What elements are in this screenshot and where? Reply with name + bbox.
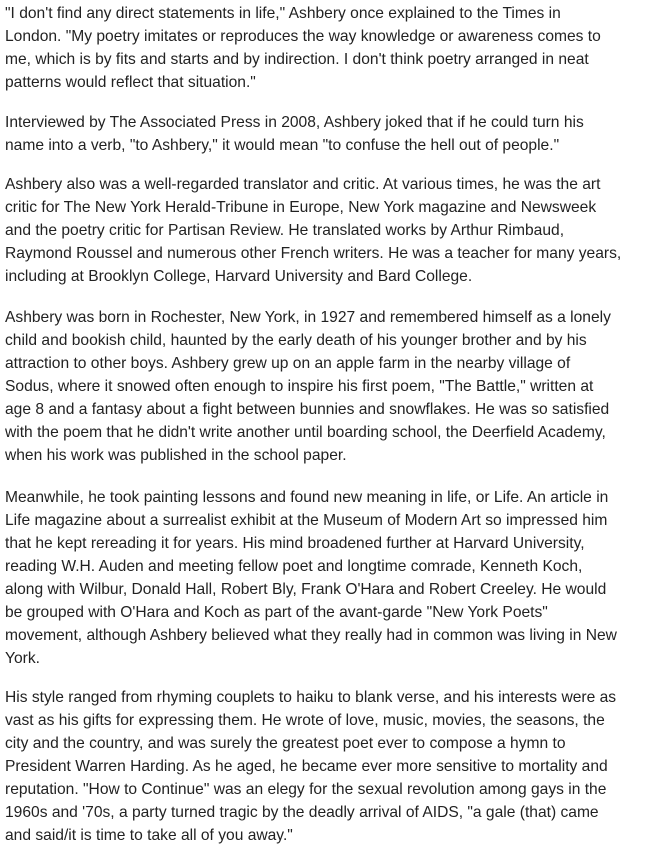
text-line: Life magazine about a surrealist exhibit at the Museum of Modern Art so impressed him: [5, 512, 608, 529]
text-line: Raymond Roussel and numerous other French writers. He was a teacher for many years,: [5, 245, 622, 262]
text-line: vast as his gifts for expressing them. He wrote of love, music, movies, the seasons, the: [5, 712, 605, 729]
text-line: 1960s and '70s, a party turned tragic by the deadly arrival of AIDS, "a gale (that) came: [5, 804, 599, 821]
text-line: including at Brooklyn College, Harvard University and Bard College.: [5, 268, 473, 285]
text-line: me, which is by fits and starts and by indirection. I don't think poetry arranged in neat: [5, 51, 589, 68]
text-line: reputation. "How to Continue" was an elegy for the sexual revolution among gays in the: [5, 781, 607, 798]
text-line: movement, although Ashbery believed what they really had in common was living in New: [5, 627, 617, 644]
text-line: Meanwhile, he took painting lessons and found new meaning in life, or Life. An article in: [5, 489, 609, 506]
text-line: reading W.H. Auden and meeting fellow poet and longtime comrade, Kenneth Koch,: [5, 558, 583, 575]
text-line: age 8 and a fantasy about a fight between bunnies and snowflakes. He was so satisfied: [5, 401, 610, 418]
text-line: city and the country, and was surely the greatest poet ever to compose a hymn to: [5, 735, 566, 752]
paragraph-ashbery-quote-times: [5, 2, 601, 94]
text-line: Sodus, where it snowed often enough to inspire his first poem, "The Battle," written at: [5, 378, 594, 395]
text-line: Ashbery was born in Rochester, New York, in 1927 and remembered himself as a lonely: [5, 309, 611, 326]
text-line: President Warren Harding. As he aged, he became ever more sensitive to mortality and: [5, 758, 608, 775]
text-line: be grouped with O'Hara and Koch as part of the avant-garde "New York Poets": [5, 604, 548, 621]
text-line: along with Wilbur, Donald Hall, Robert Bly, Frank O'Hara and Robert Creeley. He would: [5, 581, 607, 598]
text-line: Interviewed by The Associated Press in 2008, Ashbery joked that if he could turn his: [5, 114, 584, 131]
text-line: and said/it is time to take all of you away.": [5, 827, 293, 844]
paragraph-translator-critic: [5, 173, 621, 288]
text-line: York.: [5, 650, 40, 667]
text-line: with the poem that he didn't write another until boarding school, the Deerfield Academy,: [5, 424, 606, 441]
text-line: Ashbery also was a well-regarded translator and critic. At various times, he was the art: [5, 176, 601, 193]
text-line: attraction to other boys. Ashbery grew up on an apple farm in the nearby village of: [5, 355, 571, 372]
text-line: "I don't find any direct statements in life," Ashbery once explained to the Times in: [5, 5, 561, 22]
text-line: when his work was published in the school paper.: [5, 447, 347, 464]
paragraph-associated-press-interview: [5, 111, 584, 157]
text-line: and the poetry critic for Partisan Review. He translated works by Arthur Rimbaud,: [5, 222, 565, 239]
text-line: His style ranged from rhyming couplets to haiku to blank verse, and his interests were as: [5, 689, 617, 706]
paragraph-early-life: [5, 306, 611, 467]
paragraph-style-and-themes: [5, 686, 616, 847]
paragraph-harvard-new-york-poets: [5, 486, 617, 670]
text-line: patterns would reflect that situation.": [5, 74, 256, 91]
text-line: London. "My poetry imitates or reproduces the way knowledge or awareness comes to: [5, 28, 601, 45]
text-line: that he kept rereading it for years. His mind broadened further at Harvard University,: [5, 535, 585, 552]
text-line: name into a verb, "to Ashbery," it would mean "to confuse the hell out of people.": [5, 137, 560, 154]
text-line: child and bookish child, haunted by the early death of his younger brother and by his: [5, 332, 587, 349]
text-line: critic for The New York Herald-Tribune in Europe, New York magazine and Newsweek: [5, 199, 597, 216]
